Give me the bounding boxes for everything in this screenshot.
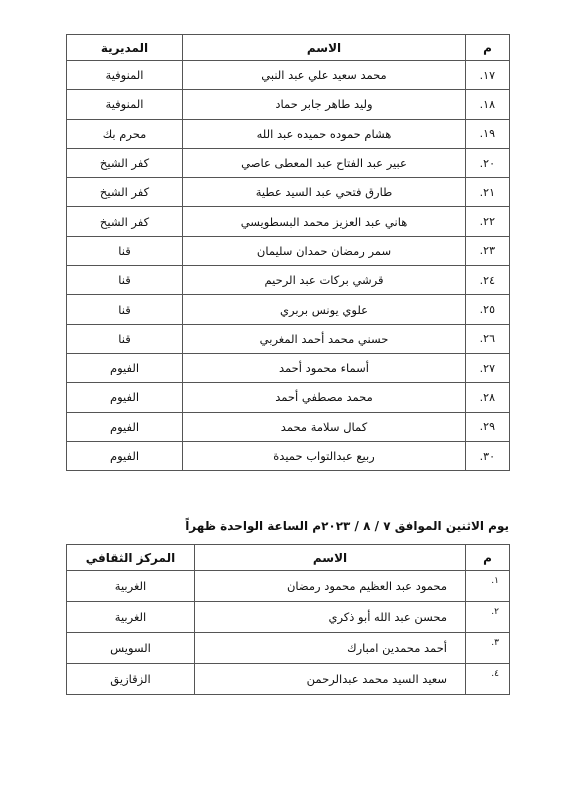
header-name: الاسم bbox=[183, 35, 466, 61]
row-directorate: قنا bbox=[67, 266, 183, 295]
row-name: محمود عبد العظيم محمود رمضان bbox=[195, 571, 466, 602]
row-num: ١٩. bbox=[466, 119, 510, 148]
row-directorate: الفيوم bbox=[67, 383, 183, 412]
row-cultural-center: الغربية bbox=[67, 602, 195, 633]
row-num: ٢٤. bbox=[466, 266, 510, 295]
row-name: محمد سعيد علي عبد النبي bbox=[183, 61, 466, 90]
row-name: عبير عبد الفتاح عبد المعطى عاصي bbox=[183, 148, 466, 177]
row-num: ٢٧. bbox=[466, 353, 510, 382]
table-row bbox=[67, 207, 510, 236]
row-num: ٢٩. bbox=[466, 412, 510, 441]
header-cultural-center: المركز الثقافي bbox=[67, 545, 195, 571]
row-name: محسن عبد الله أبو ذكري bbox=[195, 602, 466, 633]
row-num: ١. bbox=[466, 571, 510, 602]
table-header-row bbox=[67, 35, 510, 61]
row-cultural-center: الزقازيق bbox=[67, 664, 195, 695]
row-name: علوي يونس بربري bbox=[183, 295, 466, 324]
row-num: ٢٨. bbox=[466, 383, 510, 412]
row-directorate: قنا bbox=[67, 324, 183, 353]
row-num: ١٨. bbox=[466, 90, 510, 119]
table-row bbox=[67, 353, 510, 382]
row-num: ٢٢. bbox=[466, 207, 510, 236]
row-name: أحمد محمدين امبارك bbox=[195, 633, 466, 664]
row-directorate: المنوفية bbox=[67, 61, 183, 90]
table-row bbox=[67, 664, 510, 695]
table-row bbox=[67, 633, 510, 664]
table-row bbox=[67, 441, 510, 470]
table-row bbox=[67, 383, 510, 412]
row-directorate: الفيوم bbox=[67, 441, 183, 470]
table-row bbox=[67, 119, 510, 148]
table-row bbox=[67, 571, 510, 602]
row-num: ٢. bbox=[466, 602, 510, 633]
row-name: قرشي بركات عبد الرحيم bbox=[183, 266, 466, 295]
row-num: ٤. bbox=[466, 664, 510, 695]
row-name: حسني محمد أحمد المغربي bbox=[183, 324, 466, 353]
row-name: هاني عبد العزيز محمد البسطويسي bbox=[183, 207, 466, 236]
row-name: سمر رمضان حمدان سليمان bbox=[183, 236, 466, 265]
table-row bbox=[67, 90, 510, 119]
table-row bbox=[67, 412, 510, 441]
row-name: ربيع عبدالتواب حميدة bbox=[183, 441, 466, 470]
row-cultural-center: السويس bbox=[67, 633, 195, 664]
table-row bbox=[67, 266, 510, 295]
row-directorate: المنوفية bbox=[67, 90, 183, 119]
row-cultural-center: الغربية bbox=[67, 571, 195, 602]
row-num: ١٧. bbox=[466, 61, 510, 90]
row-num: ٢٦. bbox=[466, 324, 510, 353]
row-directorate: الفيوم bbox=[67, 353, 183, 382]
participants-table-2 bbox=[66, 544, 510, 695]
header-name: الاسم bbox=[195, 545, 466, 571]
row-num: ٣. bbox=[466, 633, 510, 664]
session-date-caption: يوم الاثنين الموافق ٧ / ٨ / ٢٠٢٣م الساعة الواحدة ظهراً bbox=[185, 519, 509, 533]
row-name: كمال سلامة محمد bbox=[183, 412, 466, 441]
header-num: م bbox=[466, 35, 510, 61]
row-name: هشام حموده حميده عبد الله bbox=[183, 119, 466, 148]
row-directorate: قنا bbox=[67, 295, 183, 324]
row-directorate: كفر الشيخ bbox=[67, 207, 183, 236]
row-num: ٢٣. bbox=[466, 236, 510, 265]
row-name: وليد طاهر جابر حماد bbox=[183, 90, 466, 119]
header-directorate: المديرية bbox=[67, 35, 183, 61]
table-row bbox=[67, 148, 510, 177]
row-directorate: الفيوم bbox=[67, 412, 183, 441]
table-row bbox=[67, 324, 510, 353]
table-row bbox=[67, 178, 510, 207]
header-num: م bbox=[466, 545, 510, 571]
row-name: طارق فتحي عبد السيد عطية bbox=[183, 178, 466, 207]
table-row bbox=[67, 61, 510, 90]
row-directorate: كفر الشيخ bbox=[67, 178, 183, 207]
row-directorate: كفر الشيخ bbox=[67, 148, 183, 177]
table-row bbox=[67, 295, 510, 324]
row-directorate: قنا bbox=[67, 236, 183, 265]
row-name: محمد مصطفي أحمد bbox=[183, 383, 466, 412]
row-num: ٣٠. bbox=[466, 441, 510, 470]
table-header-row bbox=[67, 545, 510, 571]
row-name: أسماء محمود أحمد bbox=[183, 353, 466, 382]
table-row bbox=[67, 602, 510, 633]
row-name: سعيد السيد محمد عبدالرحمن bbox=[195, 664, 466, 695]
participants-table-1 bbox=[66, 34, 510, 471]
table-row bbox=[67, 236, 510, 265]
row-num: ٢٥. bbox=[466, 295, 510, 324]
row-num: ٢٠. bbox=[466, 148, 510, 177]
row-directorate: محرم بك bbox=[67, 119, 183, 148]
row-num: ٢١. bbox=[466, 178, 510, 207]
